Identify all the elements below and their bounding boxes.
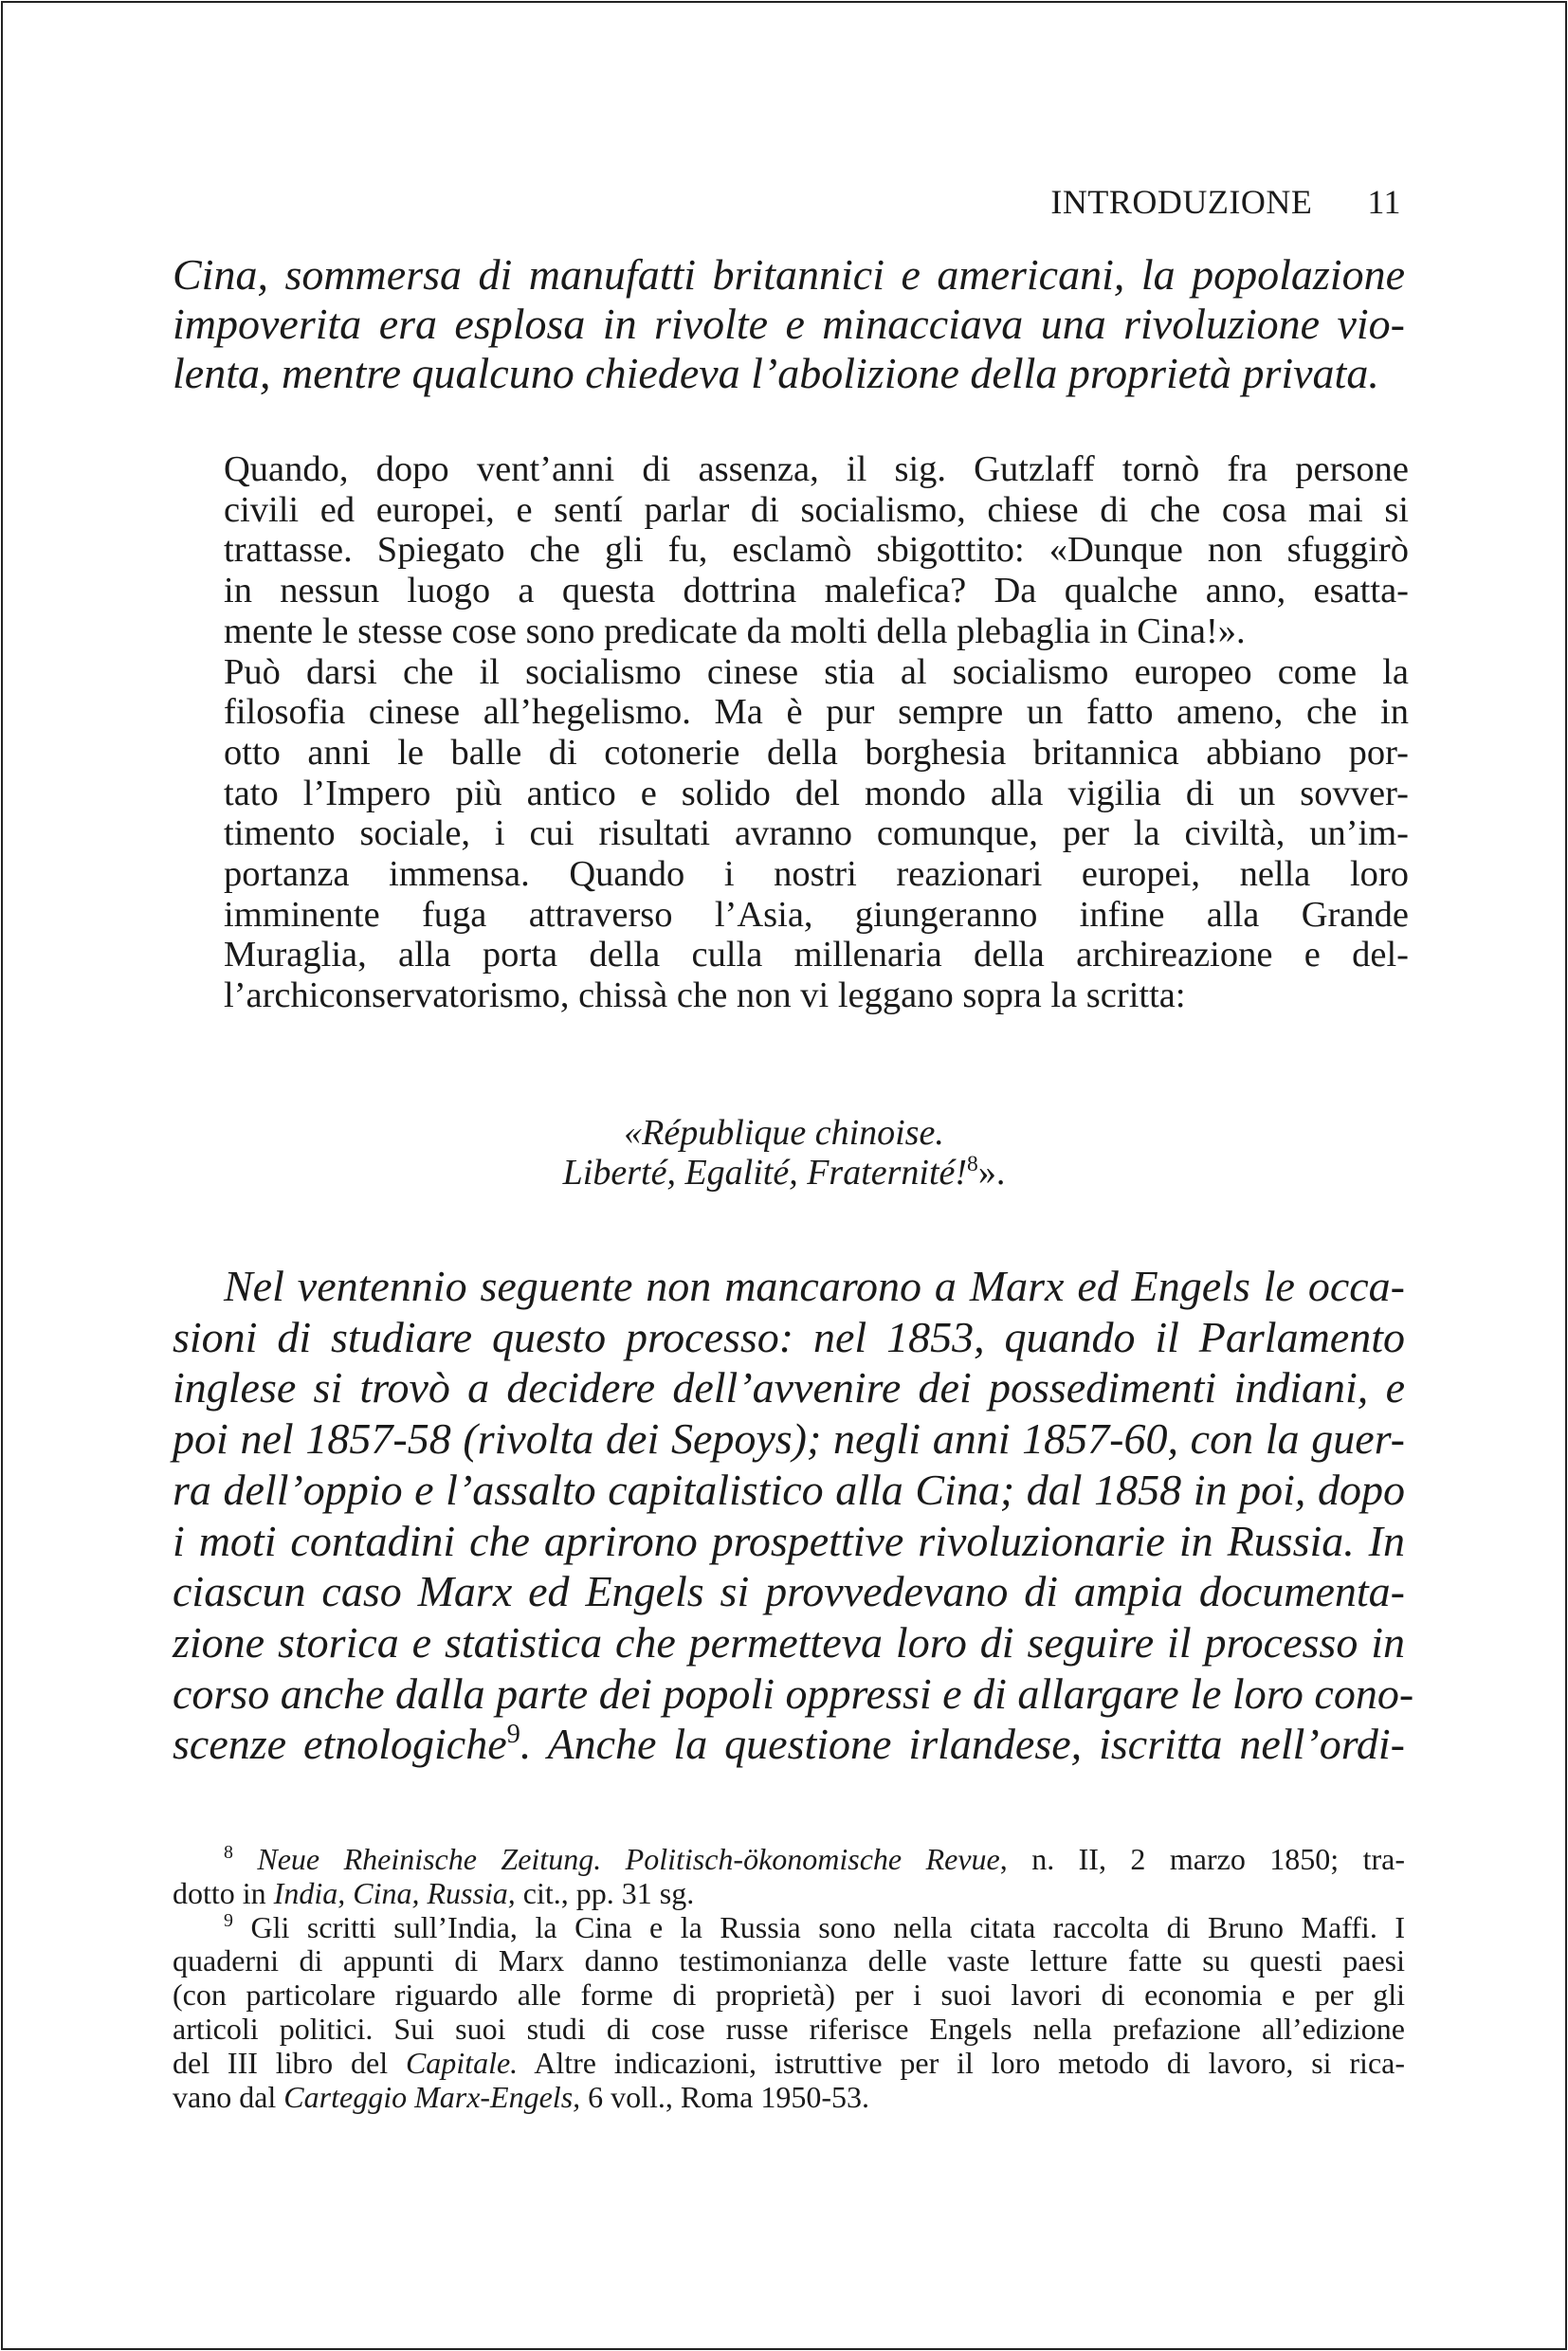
text-line: sioni di studiare questo processo: nel 1853, quando il Parlamento <box>173 1312 1405 1361</box>
opening-paragraph <box>173 250 1405 398</box>
footnote-9-line: (con particolare riguardo alle forme di proprietà) per i suoi lavori di economia e per gli <box>173 1977 1405 2013</box>
footnote-text: Gli scritti sull’India, la Cina e la Russia sono nella citata raccolta di Bruno Maffi. I <box>250 1909 1405 1944</box>
quote-verse <box>0 1113 1568 1193</box>
text-line <box>173 1719 1405 1770</box>
body-paragraph <box>173 1261 1414 1770</box>
footnote-text: 6 voll., Roma 1950-53. <box>580 2079 870 2114</box>
text-line: imminente fuga attraverso l’Asia, giungeranno infine alla Grande <box>224 894 1409 935</box>
verse-text: Liberté, Egalité, Fraternité! <box>562 1153 968 1193</box>
block-quote <box>224 449 1409 1016</box>
footnote-number: 8 <box>224 1842 233 1864</box>
text-line: timento sociale, i cui risultati avranno comunque, per la civiltà, un’im- <box>224 813 1409 854</box>
line-end: . Anche la questione irlandese, iscritta nell’ordi- <box>520 1720 1405 1769</box>
text-line: lenta, mentre qualcuno chiedeva l’abolizione della proprietà privata. <box>173 349 1379 397</box>
text-line: Quando, dopo vent’anni di assenza, il sig. Gutzlaff tornò fra persone <box>224 449 1409 489</box>
page-number: 11 <box>1367 183 1401 221</box>
footnote-9-line <box>173 1911 1405 1945</box>
footnote-text: dotto in <box>173 1875 274 1910</box>
footnote-text: del III libro del <box>173 2045 406 2080</box>
footnote-text: Altre indicazioni, istruttive per il loro metodo di lavoro, si rica- <box>518 2045 1406 2080</box>
text-line: trattasse. Spiegato che gli fu, esclamò sbigottito: «Dunque non sfuggirò <box>224 530 1409 571</box>
text-line: l’archiconservatorismo, chissà che non vi leggano sopra la scritta: <box>224 975 1186 1016</box>
verse-close: ». <box>977 1153 1006 1193</box>
footnote-9-line <box>173 2047 1405 2081</box>
footnote-number: 9 <box>224 1909 233 1931</box>
footnote-text: , n. II, 2 marzo 1850; tra- <box>999 1842 1406 1876</box>
footnote-ref[interactable]: 8 <box>967 1151 978 1176</box>
text-line: portanza immensa. Quando i nostri reazionari europei, nella loro <box>224 854 1409 895</box>
footnote-8-line <box>173 1877 1405 1911</box>
text-line: impoverita era esplosa in rivolte e minacciava una rivoluzione vio- <box>173 300 1405 348</box>
footnote-ref[interactable]: 9 <box>506 1720 520 1750</box>
text-line: ciascun caso Marx ed Engels si provvedevano di ampia documenta- <box>173 1567 1405 1616</box>
running-header <box>1050 182 1401 222</box>
footnotes <box>173 1843 1405 2114</box>
text-line: Può darsi che il socialismo cinese stia al socialismo europeo come la <box>224 651 1409 692</box>
text-line: Muraglia, alla porta della culla millenaria della archireazione e del- <box>224 935 1409 975</box>
text-line: poi nel 1857-58 (rivolta dei Sepoys); negli anni 1857-60, con la guer- <box>173 1414 1405 1464</box>
footnote-source: Carteggio Marx-Engels, <box>283 2079 581 2114</box>
text-line: i moti contadini che aprirono prospettive rivoluzionarie in Russia. In <box>173 1516 1405 1565</box>
footnote-9-line: quaderni di appunti di Marx danno testimonianza delle vaste letture fatte su questi paesi <box>173 1943 1405 1978</box>
text-line: mente le stesse cose sono predicate da molti della plebaglia in Cina!». <box>224 611 1246 651</box>
text-line: in nessun luogo a questa dottrina malefica? Da qualche anno, esatta- <box>224 571 1409 611</box>
footnote-title: Neue Rheinische Zeitung. Politisch-ökonomische Revue <box>257 1842 1000 1876</box>
text-line: ra dell’oppio e l’assalto capitalistico alla Cina; dal 1858 in poi, dopo <box>173 1465 1405 1514</box>
footnote-source: Capitale. <box>405 2045 519 2080</box>
line-start: scenze etnologiche <box>173 1720 507 1769</box>
text-line: corso anche dalla parte dei popoli oppressi e di allargare le loro cono- <box>173 1668 1414 1718</box>
footnote-text: cit., pp. 31 sg. <box>515 1875 695 1910</box>
text-line: tato l’Impero più antico e solido del mondo alla vigilia di un sovver- <box>224 773 1409 813</box>
footnote-text: vano dal <box>173 2079 284 2114</box>
text-line: inglese si trovò a decidere dell’avvenire dei possedimenti indiani, e <box>173 1363 1405 1412</box>
text-line: filosofia cinese all’hegelismo. Ma è pur sempre un fatto ameno, che in <box>224 692 1409 733</box>
text-line: civili ed europei, e sentí parlar di socialismo, chiese di che cosa mai si <box>224 489 1409 530</box>
footnote-9-line: articoli politici. Sui suoi studi di cose russe riferisce Engels nella prefazione all’edizione <box>173 2011 1405 2046</box>
text-line: Nel ventennio seguente non mancarono a Marx ed Engels le occa- <box>224 1262 1405 1310</box>
footnote-9-line <box>173 2081 1405 2115</box>
footnote-8-line <box>173 1843 1405 1877</box>
verse-line: «République chinoise. <box>624 1113 944 1153</box>
verse-line <box>0 1153 1568 1193</box>
footnote-source: India, Cina, Russia, <box>273 1875 516 1910</box>
section-title: INTRODUZIONE <box>1050 183 1313 221</box>
text-line: zione storica e statistica che permetteva loro di seguire il processo in <box>173 1617 1405 1667</box>
text-line: Cina, sommersa di manufatti britannici e americani, la popolazione <box>173 250 1405 299</box>
text-line: otto anni le balle di cotonerie della borghesia britannica abbiano por- <box>224 732 1409 773</box>
